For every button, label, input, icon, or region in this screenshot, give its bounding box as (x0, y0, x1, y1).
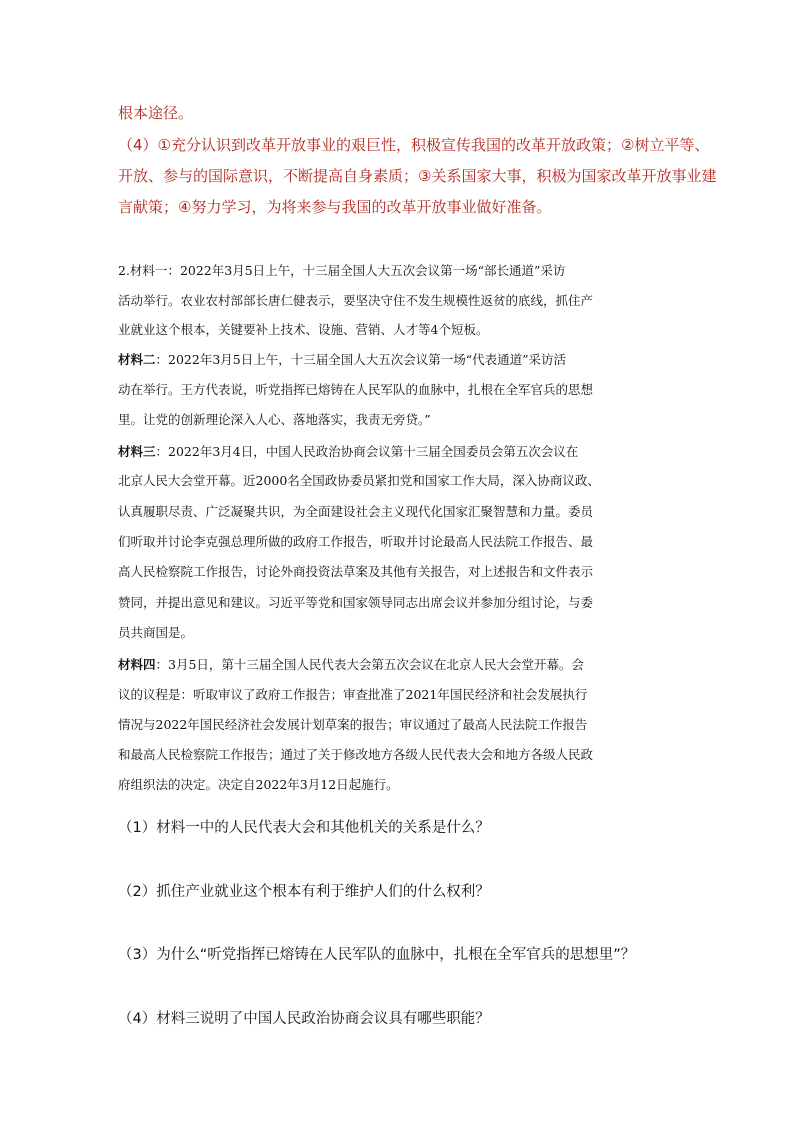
material-4-text: ：3月5日，第十三届全国人民代表大会第五次会议在北京人民大会堂开幕。会 (155, 657, 584, 672)
material-3-line-1 (118, 443, 578, 461)
material-3-text: ：2022年3月4日，中国人民政治协商会议第十三届全国委员会第五次会议在 (155, 444, 579, 459)
answer-line-1: 根本途径。 (118, 104, 194, 122)
material-3-heading: 材料三 (118, 444, 156, 459)
answer-line-2: （4）①充分认识到改革开放事业的艰巨性，积极宣传我国的改革开放政策；②树立平等、 (118, 136, 710, 154)
material-4-line-2: 议的议程是：听取审议了政府工作报告；审查批准了2021年国民经济和社会发展执行 (118, 687, 588, 702)
material-1-line-2: 活动举行。农业农村部部长唐仁健表示，要坚决守住不发生规模性返贫的底线，抓住产 (118, 293, 594, 308)
material-2-text: ：2022年3月5日上午，十三届全国人大五次会议第一场“代表通道”采访活 (155, 352, 567, 367)
material-1-heading: 2.材料一 (118, 263, 168, 278)
question-2: （2）抓住产业就业这个根本有利于维护人们的什么权利？ (118, 884, 490, 900)
question-4: （4）材料三说明了中国人民政治协商会议具有哪些职能？ (118, 1011, 490, 1027)
answer-line-3: 开放、参与的国际意识，不断提高自身素质；③关系国家大事，积极为国家改革开放事业建 (118, 167, 717, 185)
material-4-line-3: 情况与2022年国民经济社会发展计划草案的报告；审议通过了最高人民法院工作报告 (118, 717, 588, 732)
material-1-line-3: 业就业这个根本，关键要补上技术、设施、营销、人才等4个短板。 (118, 322, 489, 337)
material-1-text: ：2022年3月5日上午，十三届全国人大五次会议第一场“部长通道”采访 (167, 263, 566, 278)
material-3-line-2: 北京人民大会堂开幕。近2000名全国政协委员紧扣党和国家工作大局，深入协商议政、 (118, 473, 600, 488)
material-3-line-4: 们听取并讨论李克强总理所做的政府工作报告，听取并讨论最高人民法院工作报告、最 (118, 534, 594, 549)
question-3: （3）为什么“听党指挥已熔铸在人民军队的血脉中，扎根在全军官兵的思想里”？ (118, 947, 636, 963)
material-2-line-1 (118, 351, 566, 369)
material-4-line-4: 和最高人民检察院工作报告；通过了关于修改地方各级人民代表大会和地方各级人民政 (118, 747, 594, 762)
material-3-line-3: 认真履职尽责、广泛凝聚共识，为全面建设社会主义现代化国家汇聚智慧和力量。委员 (118, 504, 594, 519)
material-2-heading: 材料二 (118, 352, 156, 367)
material-4-line-5: 府组织法的决定。决定自2022年3月12日起施行。 (118, 777, 399, 792)
material-3-line-6: 赞同，并提出意见和建议。习近平等党和国家领导同志出席会议并参加分组讨论，与委 (118, 595, 594, 610)
material-3-line-5: 高人民检察院工作报告，讨论外商投资法草案及其他有关报告，对上述报告和文件表示 (118, 564, 594, 579)
material-2-line-2: 动在举行。王方代表说，听党指挥已熔铸在人民军队的血脉中，扎根在全军官兵的思想 (118, 382, 594, 397)
answer-line-4: 言献策；④努力学习，为将来参与我国的改革开放事业做好准备。 (118, 198, 552, 216)
question-1: （1）材料一中的人民代表大会和其他机关的关系是什么？ (118, 820, 490, 836)
material-4-line-1 (118, 656, 584, 674)
material-4-heading: 材料四 (118, 657, 156, 672)
material-1-line-1 (118, 262, 565, 280)
material-3-line-7: 员共商国是。 (118, 625, 194, 640)
material-2-line-3: 里。让党的创新理论深入人心、落地落实，我责无旁贷。” (118, 412, 431, 427)
